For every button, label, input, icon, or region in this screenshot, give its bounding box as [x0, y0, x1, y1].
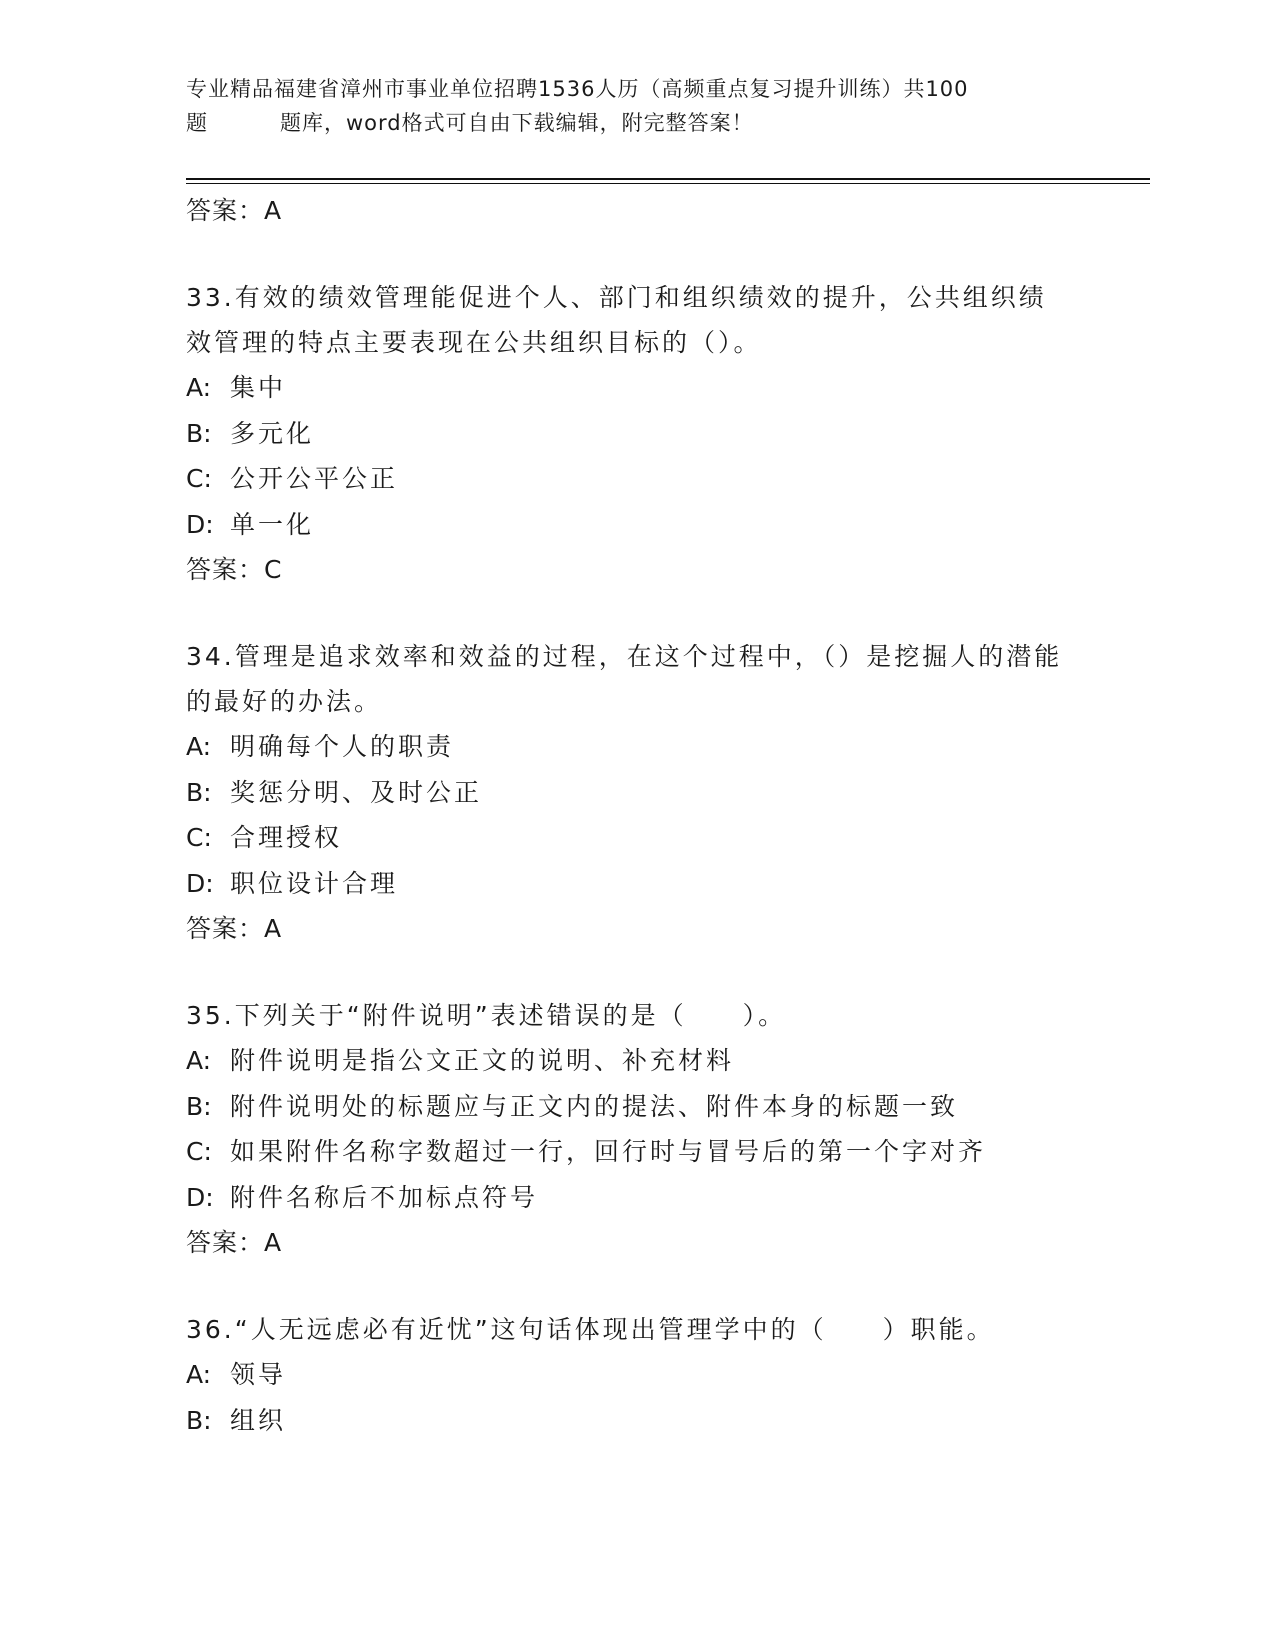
option-key: D:	[186, 509, 214, 539]
question-stem: 35.下列关于“附件说明”表述错误的是（ ）。	[186, 1001, 787, 1030]
option-text: 公开公平公正	[230, 464, 399, 493]
option-text: 明确每个人的职责	[230, 732, 455, 761]
option-a	[186, 724, 1086, 770]
answer-line: 答案：C	[186, 555, 283, 584]
option-key: D:	[186, 1182, 214, 1212]
option-key: A:	[186, 1360, 212, 1389]
header-divider-thick	[186, 178, 1150, 180]
option-b	[186, 411, 1086, 457]
option-text: 如果附件名称字数超过一行，回行时与冒号后的第一个字对齐	[230, 1137, 987, 1166]
option-text: 职位设计合理	[230, 868, 399, 898]
document-body	[186, 188, 1086, 1443]
option-c	[186, 456, 1086, 502]
answer-line: 答案：A	[186, 1228, 283, 1257]
question-stem: 33.有效的绩效管理能促进个人、部门和组织绩效的提升，公共组织绩效管理的特点主要表现在公共组织目标的（）。	[186, 283, 1047, 357]
option-text: 附件说明处的标题应与正文内的提法、附件本身的标题一致	[230, 1091, 959, 1121]
answer-line: 答案：A	[186, 196, 283, 225]
option-d	[186, 861, 1086, 907]
option-c	[186, 1129, 1086, 1175]
option-d	[186, 502, 1086, 548]
option-text: 单一化	[230, 509, 315, 539]
option-a	[186, 1038, 1086, 1084]
option-text: 附件说明是指公文正文的说明、补充材料	[230, 1046, 735, 1075]
option-a	[186, 1352, 1086, 1398]
option-key: B:	[186, 1091, 212, 1121]
option-key: A:	[186, 373, 212, 402]
header-divider-thin	[186, 183, 1150, 184]
question-34	[186, 634, 1086, 952]
question-36	[186, 1307, 1086, 1443]
header-title-line1: 专业精品福建省漳州市事业单位招聘1536人历（高频重点复习提升训练）共100	[186, 77, 969, 101]
option-key: B:	[186, 1405, 212, 1435]
option-key: B:	[186, 418, 212, 448]
option-b	[186, 770, 1086, 816]
option-a	[186, 365, 1086, 411]
option-b	[186, 1398, 1086, 1444]
option-text: 奖惩分明、及时公正	[230, 777, 483, 807]
option-key: C:	[186, 1137, 212, 1166]
answer-line: 答案：A	[186, 914, 283, 943]
option-text: 附件名称后不加标点符号	[230, 1182, 539, 1212]
option-d	[186, 1175, 1086, 1221]
question-33	[186, 275, 1086, 593]
header-title-line2	[186, 106, 1066, 140]
question-stem: 36.“人无远虑必有近忧”这句话体现出管理学中的（ ）职能。	[186, 1315, 995, 1344]
header-title-line2-right: 题库，word格式可自由下载编辑，附完整答案！	[280, 111, 754, 135]
option-text: 领导	[230, 1360, 287, 1389]
option-text: 组织	[230, 1405, 287, 1435]
option-c	[186, 815, 1086, 861]
page-header	[186, 72, 1066, 140]
option-text: 多元化	[230, 418, 315, 448]
option-key: D:	[186, 868, 214, 898]
option-key: A:	[186, 732, 212, 761]
option-key: C:	[186, 823, 212, 852]
question-stem: 34.管理是追求效率和效益的过程，在这个过程中，（）是挖掘人的潜能的最好的办法。	[186, 642, 1063, 716]
question-35	[186, 993, 1086, 1266]
option-b	[186, 1084, 1086, 1130]
option-text: 集中	[230, 373, 287, 402]
header-title-line2-left: 题	[186, 111, 208, 135]
option-key: A:	[186, 1046, 212, 1075]
option-key: C:	[186, 464, 212, 493]
option-key: B:	[186, 777, 212, 807]
option-text: 合理授权	[230, 823, 343, 852]
